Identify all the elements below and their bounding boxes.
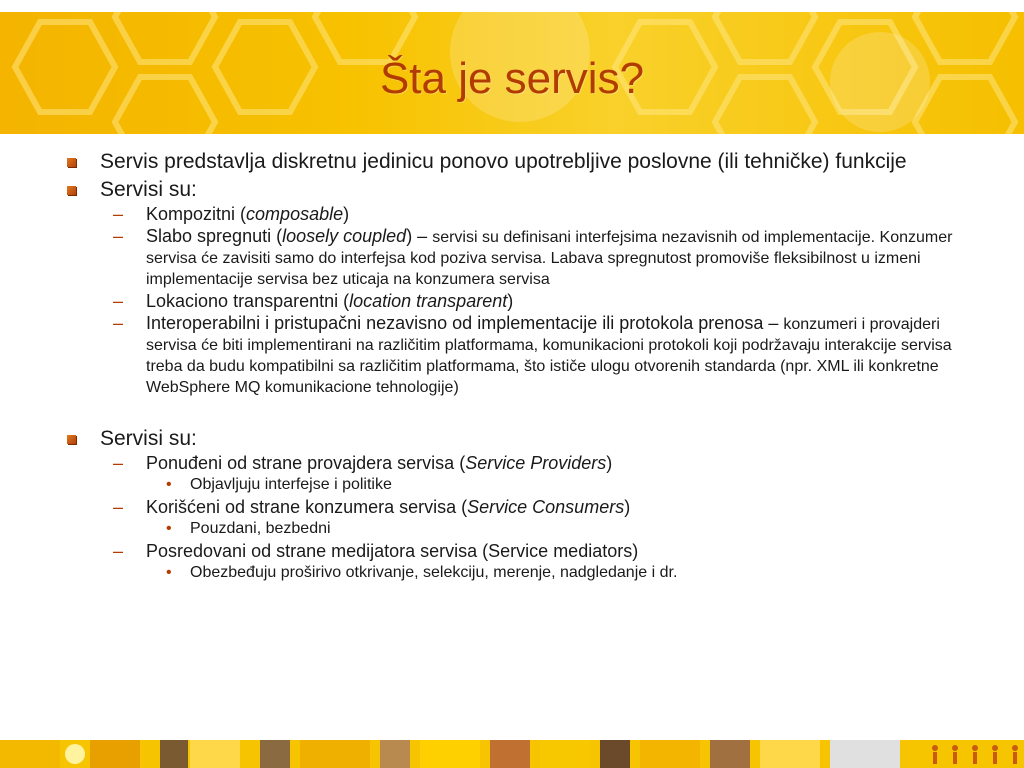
detail-text: servisi su definisani interfejsima nezavisnih od implementacije. Konzumer servisa će zavisiti samo do interfejsa kod poziva servisa. Labava spregnutost promoviše fleksibilnost u izmeni implementacije servisa bez uticaja na konzumera servisa xyxy=(146,229,953,288)
dash-bullet-icon: – xyxy=(113,541,124,561)
photo-strip-icon xyxy=(0,740,1024,768)
square-bullet-icon xyxy=(67,158,76,167)
sub-sub-item: • Objavljuju interfejse i politike xyxy=(166,476,392,493)
sub-item-lokaciono: – Lokaciono transparentni (location transparent) xyxy=(113,291,514,311)
dot-bullet-icon: • xyxy=(166,520,172,537)
bullet-servisi-su-2: Servisi su: xyxy=(58,427,978,451)
sub-item-interoperabilni: – Interoperabilni i pristupačni nezavisno od implementacije ili protokola prenosa – konzumeri i provajderi servisa će biti implementirani na različitim platformama, komunikacioni protokoli koji podržavaju interakcije servisa treba da budu kompatibilni sa različitim platformama, što ističe ulogu otvorenih standarda (npr. XML ili konkretne WebSphere MQ komunikacione tehnologije) xyxy=(113,313,952,396)
title-banner xyxy=(0,12,1024,134)
dash-bullet-icon: – xyxy=(113,204,124,224)
dash-bullet-icon: – xyxy=(113,291,124,311)
square-bullet-icon xyxy=(67,435,76,444)
slide-body xyxy=(58,150,978,583)
sub-sub-item: • Pouzdani, bezbedni xyxy=(166,520,331,537)
dash-bullet-icon: – xyxy=(113,226,124,246)
dash-bullet-icon: – xyxy=(113,453,124,473)
sub-item-konzumeri: – Korišćeni od strane konzumera servisa (Service Consumers) xyxy=(113,497,631,517)
sub-sub-item: • Obezbeđuju proširivo otkrivanje, selekciju, merenje, nadgledanje i dr. xyxy=(166,564,678,581)
dash-bullet-icon: – xyxy=(113,313,124,333)
bullet-servisi-su-1: Servisi su: xyxy=(58,178,978,202)
dash-bullet-icon: – xyxy=(113,497,124,517)
sub-item-slabo-spregnuti: – Slabo spregnuti (loosely coupled) – servisi su definisani interfejsima nezavisnih od implementacije. Konzumer servisa će zavisiti samo do interfejsa kod poziva servisa. Labava spregnutost promoviše fleksibilnost u izmeni implementacije servisa bez uticaja na konzumera servisa xyxy=(113,226,953,288)
decorative-image-strip xyxy=(0,740,1024,768)
detail-text: konzumeri i provajderi servisa će biti implementirani na različitim platformama, komunikacioni protokoli koji podržavaju interakcije servisa treba da budu kompatibilni sa različitim platformama, što ističe ulogu otvorenih standarda (npr. XML ili konkretne WebSphere MQ komunikacione tehnologije) xyxy=(146,316,952,396)
sub-item-medijatori: – Posredovani od strane medijatora servisa (Service mediators) xyxy=(113,541,639,561)
bullet-servis-definicija: Servis predstavlja diskretnu jedinicu ponovo upotrebljive poslovne (ili tehničke) funkcije xyxy=(58,150,978,174)
dot-bullet-icon: • xyxy=(166,476,172,493)
slide-title: Šta je servis? xyxy=(379,54,645,103)
square-bullet-icon xyxy=(67,186,76,195)
sub-item-provajderi: – Ponuđeni od strane provajdera servisa (Service Providers) xyxy=(113,453,613,473)
sub-item-kompozitni: – Kompozitni (composable) xyxy=(113,204,350,224)
dot-bullet-icon: • xyxy=(166,564,172,581)
